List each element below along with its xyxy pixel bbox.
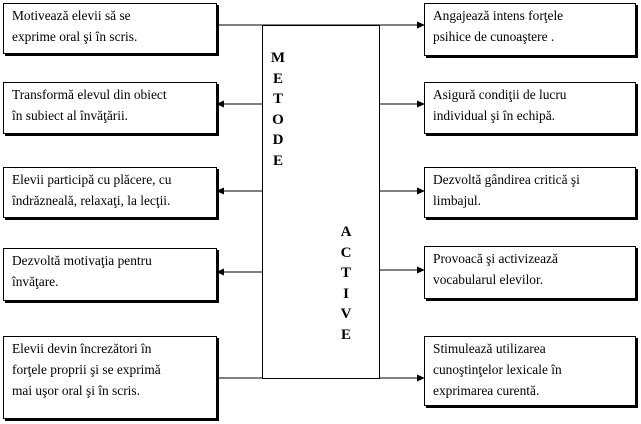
left-box-2-text: Transformă elevul din obiect în subiect al învăţării. (12, 87, 167, 123)
right-box-3-text: Dezvoltă gândirea critică şi limbajul. (433, 172, 580, 208)
left-box-2 (3, 82, 217, 134)
left-box-3 (3, 167, 217, 218)
letter: T (272, 91, 283, 107)
letter: T (340, 265, 351, 281)
right-box-2 (424, 82, 636, 134)
right-box-5 (424, 336, 636, 406)
left-box-1-text: Motivează elevii să se exprime oral şi în scris. (12, 8, 138, 44)
left-box-4-text: Dezvoltă motivaţia pentru învăţare. (12, 253, 152, 289)
letter: A (340, 224, 352, 240)
letter: E (272, 70, 283, 87)
left-box-1 (3, 3, 217, 54)
letter: E (340, 326, 351, 343)
word-metode (268, 48, 288, 171)
letter: I (343, 285, 349, 302)
right-box-1 (424, 3, 636, 56)
left-box-4 (3, 248, 217, 301)
right-box-4 (424, 246, 636, 299)
right-box-2-text: Asigură condiţii de lucru individual şi în echipă. (433, 87, 567, 123)
right-box-5-text: Stimulează utilizarea cunoştinţelor lexicale în exprimarea curentă. (433, 341, 562, 398)
right-box-4-text: Provoacă şi activizează vocabularul elevilor. (433, 251, 558, 287)
right-box-3 (424, 167, 636, 218)
letter: D (272, 132, 284, 148)
left-box-3-text: Elevii participă cu plăcere, cu îndrăzneală, relaxaţi, la lecţii. (12, 172, 172, 208)
letter: C (340, 244, 352, 261)
word-active (336, 222, 356, 345)
right-box-1-text: Angajează intens forţele psihice de cunoaştere . (433, 8, 564, 44)
letter: E (272, 152, 283, 169)
letter: O (272, 111, 284, 128)
letter: V (340, 306, 352, 322)
left-box-5 (3, 336, 217, 419)
left-box-5-text: Elevii devin încrezători în forţele proprii şi se exprimă mai uşor oral şi în scris. (12, 341, 161, 398)
letter: M (270, 50, 286, 66)
